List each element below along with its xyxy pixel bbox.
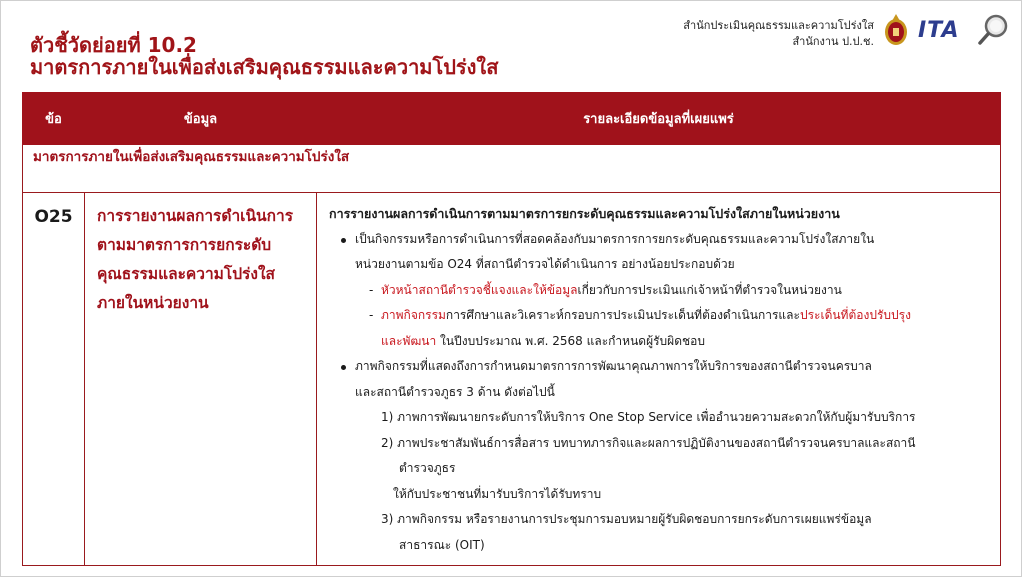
ita-logo: ITA xyxy=(918,18,960,43)
detail-heading: การรายงานผลการดำเนินการตามมาตรการยกระดับคุณธรรมและความโปร่งใสภายในหน่วยงาน xyxy=(329,206,840,221)
numbered-item-2: 2) ภาพประชาสัมพันธ์การสื่อสาร บทบาทภารกิจและผลการปฏิบัติงานของสถานีตำรวจนครบาลและสถานี xyxy=(381,435,916,450)
bullet-2-line-1: ภาพกิจกรรมที่แสดงถึงการกำหนดมาตรการการพัฒนาคุณภาพการให้บริการของสถานีตำรวจนครบาล xyxy=(355,359,872,373)
numbered-item-3-line-2: สาธารณะ (OIT) xyxy=(399,537,485,552)
sub-item-1: - หัวหน้าสถานีตำรวจชี้แจงและให้ข้อมูลเกี่ยวกับการประเมินแก่เจ้าหน้าที่ตำรวจในหน่วยงาน xyxy=(369,282,842,297)
section-title: มาตรการภายในเพื่อส่งเสริมคุณธรรมและความโปร่งใส xyxy=(23,145,1001,193)
numbered-item-2-line-2: ตำรวจภูธร xyxy=(399,461,456,475)
column-header-detail: รายละเอียดข้อมูลที่เผยแพร่ xyxy=(317,93,1001,145)
sub-item-2-text: การศึกษาและวิเคราะห์กรอบการประเมินประเด็นที่ต้องดำเนินการและ xyxy=(445,308,800,322)
column-header-data: ข้อมูล xyxy=(85,93,317,145)
item-code: O25 xyxy=(23,193,85,566)
item-detail xyxy=(317,193,1001,566)
indicator-table xyxy=(22,92,1001,566)
org-line-1: สำนักประเมินคุณธรรมและความโปร่งใส xyxy=(683,19,874,32)
sub-item-2-highlight-1: ภาพกิจกรรม xyxy=(381,308,446,322)
numbered-item-2-line-3: ให้กับประชาชนที่มารับบริการได้รับทราบ xyxy=(393,486,602,501)
title-line-2: มาตรการภายในเพื่อส่งเสริมคุณธรรมและความโปร่งใส xyxy=(30,55,499,79)
bullet-2 xyxy=(329,354,990,380)
sub-item-1-highlight: หัวหน้าสถานีตำรวจชี้แจงและให้ข้อมูล xyxy=(381,282,578,297)
page-title xyxy=(30,34,498,78)
section-row xyxy=(23,145,1001,193)
table-header-row xyxy=(23,93,1001,145)
bullet-1-line-1: เป็นกิจกรรมหรือการดำเนินการที่สอดคล้องกับมาตรการการยกระดับคุณธรรมและความโปร่งใสภายใน xyxy=(355,231,875,246)
title-line-1: ตัวชี้วัดย่อยที่ 10.2 xyxy=(30,33,197,57)
sub-item-2-highlight-2: ประเด็นที่ต้องปรับปรุง xyxy=(799,308,911,322)
item-topic: การรายงานผลการดำเนินการตามมาตรการการยกระดับคุณธรรมและความโปร่งใสภายในหน่วยงาน xyxy=(85,193,317,566)
sub-item-2-rest: ในปีงบประมาณ พ.ศ. 2568 และกำหนดผู้รับผิดชอบ xyxy=(436,333,705,348)
sub-item-2: - ภาพกิจกรรมการศึกษาและวิเคราะห์กรอบการประเมินประเด็นที่ต้องดำเนินการและประเด็นที่ต้องปรับปรุง xyxy=(369,308,911,322)
table-row xyxy=(23,193,1001,566)
nacc-seal-icon xyxy=(883,12,909,48)
bullet-1 xyxy=(329,227,990,253)
column-header-no: ข้อ xyxy=(23,93,85,145)
org-line-2: สำนักงาน ป.ป.ช. xyxy=(792,35,874,48)
bullet-1-line-2: หน่วยงานตามข้อ O24 ที่สถานีตำรวจได้ดำเนินการ อย่างน้อยประกอบด้วย xyxy=(355,257,735,271)
numbered-item-3: 3) ภาพกิจกรรม หรือรายงานการประชุมการมอบหมายผู้รับผิดชอบการยกระดับการเผยแพร่ข้อมูล xyxy=(381,512,872,526)
numbered-item-1: 1) ภาพการพัฒนายกระดับการให้บริการ One Stop Service เพื่ออำนวยความสะดวกให้กับผู้มารับบริการ xyxy=(381,410,916,424)
bullet-2-line-2: และสถานีตำรวจภูธร 3 ด้าน ดังต่อไปนี้ xyxy=(355,384,555,399)
sub-item-2-highlight-3: และพัฒนา xyxy=(381,333,437,348)
sub-item-2-cont xyxy=(329,329,990,355)
magnifier-icon xyxy=(977,12,1011,46)
sub-item-1-text: เกี่ยวกับการประเมินแก่เจ้าหน้าที่ตำรวจในหน่วยงาน xyxy=(577,282,842,297)
organization-name xyxy=(683,18,874,50)
